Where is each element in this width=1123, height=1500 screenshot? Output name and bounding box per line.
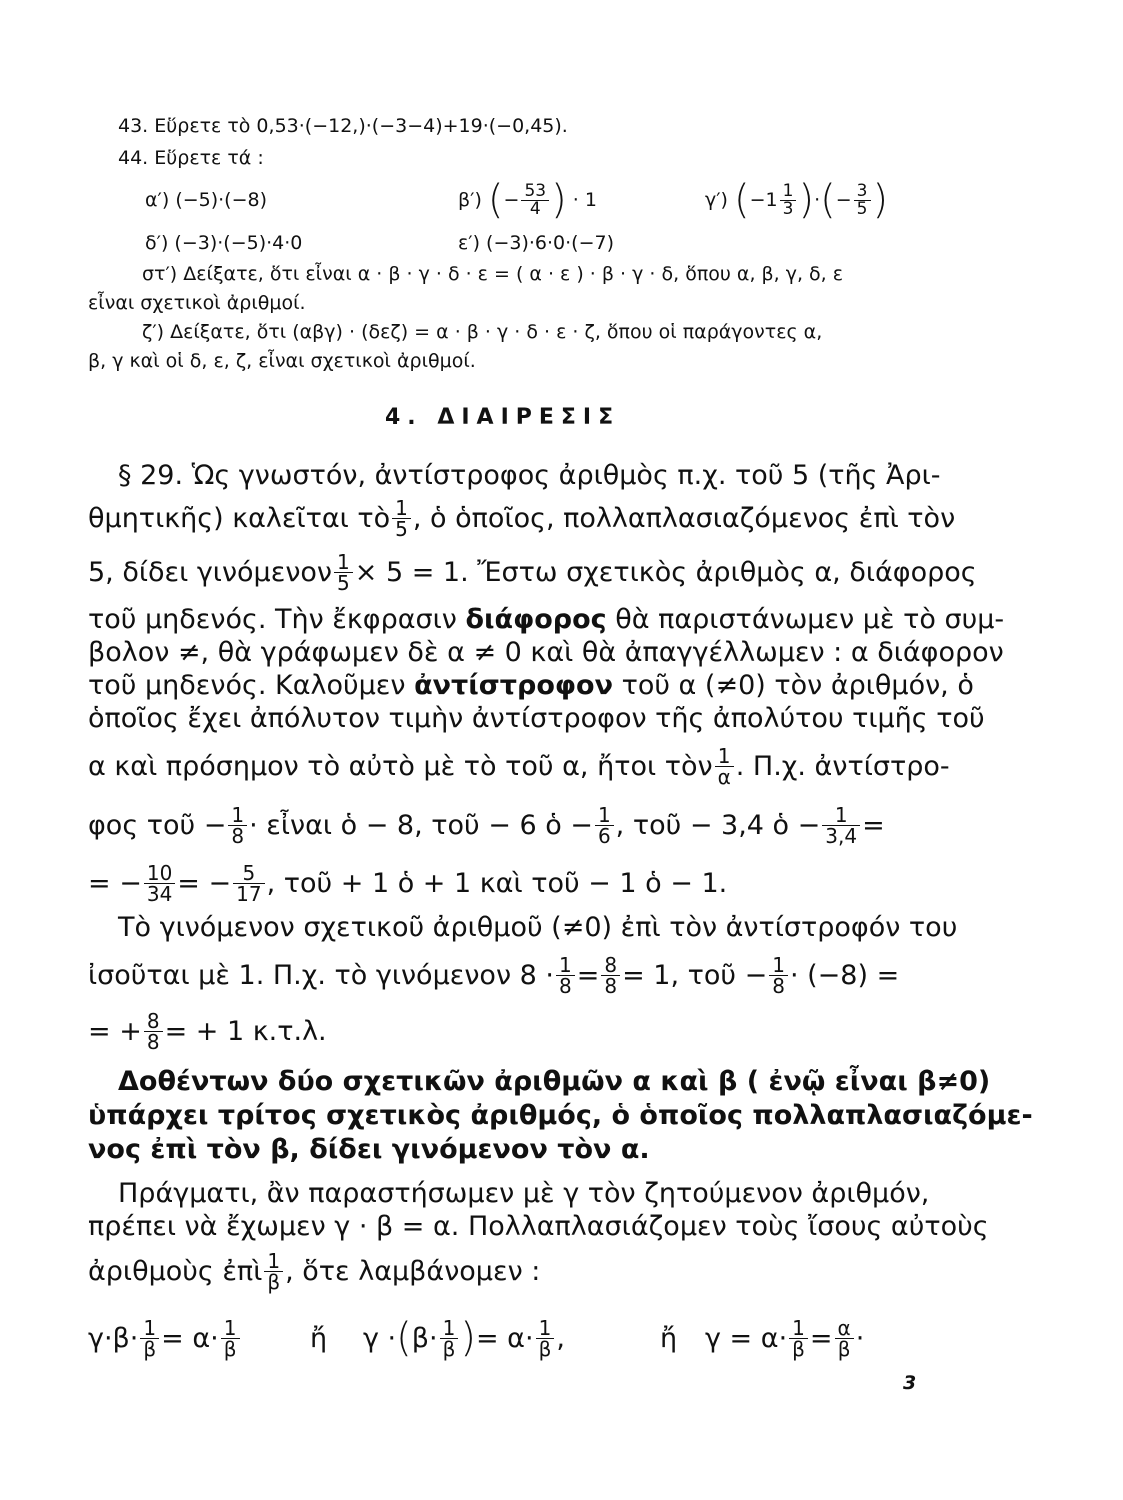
- paragraph-line: α καὶ πρόσημον τὸ αὐτὸ μὲ τὸ τοῦ α, ἤτοι τὸν $\frac{1}{\alpha}$ . Π.χ. ἀντίστρο-: [88, 743, 950, 789]
- exercise-44-g: γ′) ( −1 $\frac{1}{3}$ ) · ( − $\frac{3}{5}$ ): [705, 177, 889, 223]
- paragraph-line: = − $\frac{10}{34}$ = − $\frac{5}{17}$ , τοῦ + 1 ὁ + 1 καὶ τοῦ − 1 ὁ − 1.: [88, 860, 728, 906]
- emphasis-word: διάφορος: [465, 604, 607, 635]
- theorem-line: ὑπάρχει τρίτος σχετικὸς ἀριθμός, ὁ ὁποῖος πολλαπλασιαζόμε-: [88, 1100, 1033, 1131]
- exercise-44-st-line2: εἶναι σχετικοὶ ἀριθμοί.: [88, 292, 306, 314]
- paragraph-line: βολον ≠, θὰ γράφωμεν δὲ α ≠ 0 καὶ θὰ ἀπαγγέλλωμεν : α διάφορον: [88, 637, 1004, 668]
- theorem-line: Δοθέντων δύο σχετικῶν ἀριθμῶν α καὶ β ( ἐνῷ εἶναι β≠0): [118, 1066, 991, 1097]
- exercise-43: 43. Εὕρετε τὸ 0,53·(−12,)·(−3−4)+19·(−0,45).: [118, 115, 568, 137]
- section-heading: 4. ΔΙΑΙΡΕΣΙΣ: [385, 405, 621, 430]
- exercise-44-a: α′) (−5)·(−8): [145, 189, 268, 211]
- paragraph-line: τοῦ μηδενός. Τὴν ἔκφρασιν διάφορος θὰ παριστάνωμεν μὲ τὸ συμ-: [88, 604, 1005, 635]
- paragraph-line: ἰσοῦται μὲ 1. Π.χ. τὸ γινόμενον 8 · $\frac{1}{8}$ = $\frac{8}{8}$ = 1, τοῦ − $\frac{1}{8}$ · (−8) =: [88, 952, 900, 998]
- paragraph-line: θμητικῆς) καλεῖται τὸ $\frac{1}{5}$ , ὁ ὁποῖος, πολλαπλασιαζόμενος ἐπὶ τὸν: [88, 495, 956, 541]
- paragraph-line: ὁποῖος ἔχει ἀπόλυτον τιμὴν ἀντίστροφον τῆς ἀπολύτου τιμῆς τοῦ: [88, 703, 985, 734]
- exercise-44-st-line1: στ′) Δείξατε, ὅτι εἶναι α · β · γ · δ · ε = ( α · ε ) · β · γ · δ, ὅπου α, β, γ, δ, ε: [142, 263, 844, 285]
- paragraph-line: § 29. Ὡς γνωστόν, ἀντίστροφος ἀριθμὸς π.χ. τοῦ 5 (τῆς Ἀρι-: [118, 460, 941, 491]
- emphasis-word: ἀντίστροφον: [414, 670, 613, 701]
- paragraph-line: 5, δίδει γινόμενον $\frac{1}{5}$ × 5 = 1. Ἔστω σχετικὸς ἀριθμὸς α, διάφορος: [88, 549, 977, 595]
- exercise-44: 44. Εὕρετε τά :: [118, 147, 264, 169]
- paragraph-line: = + $\frac{8}{8}$ = + 1 κ.τ.λ.: [88, 1008, 327, 1054]
- theorem-line: νος ἐπὶ τὸν β, δίδει γινόμενον τὸν α.: [88, 1134, 650, 1165]
- exercise-44-d: δ′) (−3)·(−5)·4·0: [145, 232, 303, 254]
- exercise-44-b: β′) ( − $\frac{53}{4}$ ) · 1: [458, 177, 597, 223]
- or-word: ἤ: [660, 1322, 678, 1354]
- equation-3: γ = α· $\frac{1}{\beta}$ = $\frac{\alpha}{\beta}$ ·: [705, 1315, 865, 1361]
- or-word: ἤ: [310, 1322, 328, 1354]
- paragraph-line: τοῦ μηδενός. Καλοῦμεν ἀντίστροφον τοῦ α (≠0) τὸν ἀριθμόν, ὁ: [88, 670, 974, 701]
- proof-line: ἀριθμοὺς ἐπὶ $\frac{1}{\beta}$ , ὅτε λαμβάνομεν :: [88, 1248, 541, 1294]
- page-number: 3: [903, 1372, 917, 1394]
- equation-2: γ · ( β· $\frac{1}{\beta}$ ) = α· $\frac{1}{\beta}$ ,: [363, 1315, 565, 1361]
- equation-1: γ·β· $\frac{1}{\beta}$ = α· $\frac{1}{\beta}$: [88, 1310, 242, 1366]
- proof-line: πρέπει νὰ ἔχωμεν γ · β = α. Πολλαπλασιάζομεν τοὺς ἴσους αὐτοὺς: [88, 1211, 989, 1242]
- exercise-44-e: ε′) (−3)·6·0·(−7): [458, 232, 615, 254]
- proof-line: Πράγματι, ἂν παραστήσωμεν μὲ γ τὸν ζητούμενον ἀριθμόν,: [118, 1178, 930, 1209]
- paragraph-line: Τὸ γινόμενον σχετικοῦ ἀριθμοῦ (≠0) ἐπὶ τὸν ἀντίστροφόν του: [118, 912, 958, 943]
- exercise-44-z-line1: ζ′) Δείξατε, ὅτι (αβγ) · (δεζ) = α · β · γ · δ · ε · ζ, ὅπου οἱ παράγοντες α,: [142, 321, 823, 343]
- exercise-44-z-line2: β, γ καὶ οἱ δ, ε, ζ, εἶναι σχετικοὶ ἀριθμοί.: [88, 350, 476, 372]
- paragraph-line: φος τοῦ − $\frac{1}{8}$ · εἶναι ὁ − 8, τοῦ − 6 ὁ − $\frac{1}{6}$ , τοῦ − 3,4 ὁ − $\frac{1}{3,4}$ =: [88, 802, 885, 848]
